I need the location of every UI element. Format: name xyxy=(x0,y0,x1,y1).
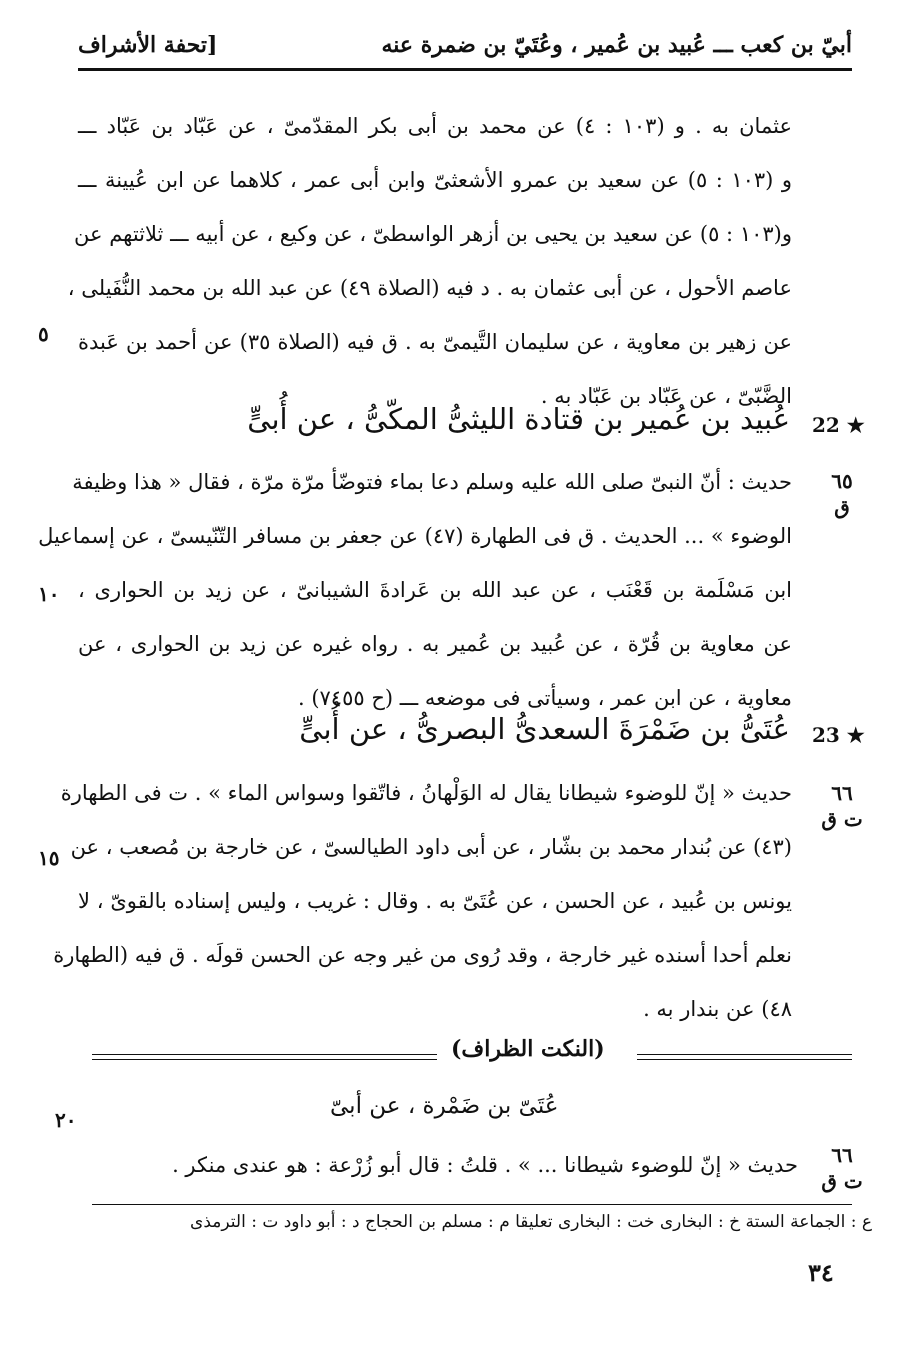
margin-line-number: ١٥ xyxy=(38,846,60,870)
text-line: (٤٣) عن بُندار محمد بن بشّار ، عن أبى داود الطيالسىّ ، عن خارجة بن مُصعب ، عن xyxy=(70,835,792,859)
abbreviation-legend: ع : الجماعة الستة خ : البخارى خت : البخارى تعليقا م : مسلم بن الحجاج د : أبو داود ت : الترمذى xyxy=(190,1212,872,1232)
divider-rule xyxy=(637,1054,852,1060)
text-line: الوضوء » ... الحديث . ق فى الطهارة (٤٧) عن جعفر بن مسافر التّنّيسىّ ، عن إسماعيل xyxy=(38,524,792,548)
text-line: ٤٨) عن بندار به . xyxy=(643,997,792,1021)
text-line: عن معاوية بن قُرّة ، عن عُبيد بن عُمير به . رواه غيره عن زيد بن الحوارى ، عن xyxy=(78,632,792,656)
hadith-paragraph xyxy=(53,766,792,1036)
text-line: حديث « إنّ للوضوء شيطانا ... » . قلتُ : قال أبو زُرْعة : هو عندى منكر . xyxy=(172,1153,798,1177)
text-line: ابن مَسْلَمة بن قَعْنَب ، عن عبد الله بن عَرادةَ الشيبانىّ ، عن زيد بن الحوارى ، xyxy=(78,578,792,602)
hadith-number xyxy=(820,1142,864,1194)
entry-title: عُتَىُّ بن ضَمْرَةَ السعدىُّ البصرىُّ ، عن أُبىٍّ xyxy=(299,712,790,746)
text-line: عن زهير بن معاوية ، عن سليمان التَّيمىّ به . ق فيه (الصلاة ٣٥) عن أحمد بن عَبدة xyxy=(78,330,792,354)
text-line: معاوية ، عن ابن عمر ، وسيأتى فى موضعه ـــ (ح ٧٤٥٥) . xyxy=(297,686,792,710)
text-line: حديث « إنّ للوضوء شيطانا يقال له الوَلْهانُ ، فاتّقوا وسواس الماء » . ت فى الطهارة xyxy=(60,781,792,805)
hadith-source-code: ت ق xyxy=(821,807,863,831)
hadith-number-value: ٦٦ xyxy=(831,1143,853,1167)
hadith-source-code: ت ق xyxy=(821,1169,863,1193)
page-number: ٣٤ xyxy=(808,1258,834,1287)
entry-title: عُبيد بن عُمير بن قتادة الليثىُّ المكّىُّ ، عن أُبىٍّ xyxy=(247,402,790,436)
nukat-paragraph xyxy=(78,1138,798,1192)
text-line: نعلم أحدا أسنده غير خارجة ، وقد رُوى من غير وجه عن الحسن قولَه . ق فيه (الطهارة xyxy=(53,943,792,967)
running-header xyxy=(78,26,852,71)
hadith-number-value: ٦٦ xyxy=(831,781,853,805)
text-line: و (١٠٣ : ٥) عن سعيد بن عمرو الأشعثىّ وابن أبى عمر ، كلاهما عن ابن عُيينة ـــ xyxy=(78,168,792,192)
header-title: أبيّ بن كعب ـــ عُبيد بن عُمير ، وعُتَيّ بن ضمرة عنه xyxy=(381,32,852,58)
section-title: (النكت الظراف) xyxy=(447,1036,609,1062)
margin-line-number: ٥ xyxy=(38,322,49,346)
text-line: عثمان به . و (١٠٣ : ٤) عن محمد بن أبى بكر المقدّمىّ ، عن عَبّاد بن عَبّاد ـــ xyxy=(78,114,792,138)
entry-number: 23 ★ xyxy=(812,723,865,747)
hadith-number xyxy=(820,780,864,832)
text-line: عاصم الأحول ، عن أبى عثمان به . د فيه (الصلاة ٤٩) عن عبد الله بن محمد النُّفَيلى ، xyxy=(67,276,792,300)
margin-line-number: ٢٠ xyxy=(55,1108,77,1132)
header-book-name: [تحفة الأشراف xyxy=(78,32,218,58)
hadith-source-code: ق xyxy=(834,495,850,519)
footnote-rule xyxy=(92,1204,852,1205)
text-line: يونس بن عُبيد ، عن الحسن ، عن عُتَىّ به . وقال : غريب ، وليس إسناده بالقوىّ ، لا xyxy=(78,889,792,913)
text-line: الضَّبّىّ ، عن عَبّاد بن عَبّاد به . xyxy=(540,384,792,408)
nukat-subheading: عُتَىّ بن ضَمْرة ، عن أبىّ xyxy=(330,1093,559,1119)
text-line: و(١٠٣ : ٥) عن سعيد بن يحيى بن أزهر الواسطىّ ، عن وكيع ، عن أبيه ـــ ثلاثتهم عن xyxy=(74,222,792,246)
entry-number: 22 ★ xyxy=(812,413,865,437)
divider-rule xyxy=(92,1054,437,1060)
text-line: حديث : أنّ النبىّ صلى الله عليه وسلم دعا بماء فتوضّأ مرّة مرّة ، فقال « هذا وظيفة xyxy=(72,470,792,494)
hadith-number xyxy=(820,468,864,520)
margin-line-number: ١٠ xyxy=(38,582,60,606)
paragraph-continuation xyxy=(67,99,792,423)
section-divider xyxy=(92,1036,852,1062)
hadith-number-value: ٦٥ xyxy=(831,469,853,493)
